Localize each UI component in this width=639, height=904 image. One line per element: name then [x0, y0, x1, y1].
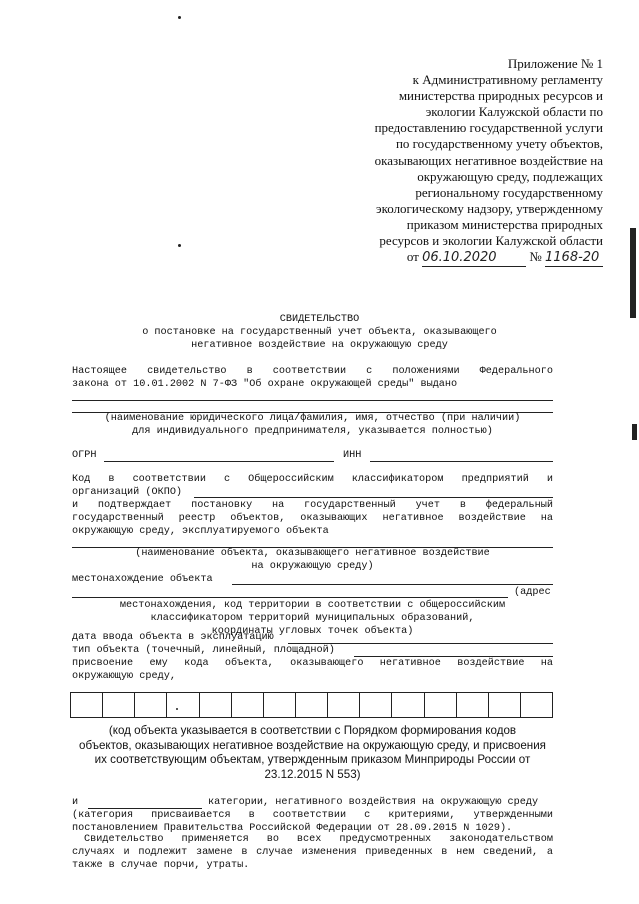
- confirm-text: окружающую среду, эксплуатируемого объекта: [72, 526, 329, 537]
- code-cell[interactable]: [521, 693, 552, 717]
- certificate-subheading: негативное воздействие на окружающую среду: [191, 340, 448, 351]
- assign-text: присвоение ему кода объекта, оказывающего негативное воздействие на: [72, 658, 553, 669]
- intro-text: Настоящее свидетельство в соответствии с положениями Федерального: [72, 366, 553, 377]
- commission-date-label: дата ввода объекта в эксплуатацию: [72, 632, 274, 643]
- certificate-subheading: о постановке на государственный учет объекта, оказывающего: [142, 327, 497, 338]
- code-cell[interactable]: [425, 693, 457, 717]
- code-cell[interactable]: [392, 693, 424, 717]
- appendix-header: [323, 56, 603, 267]
- code-note-line: их соответствующим объектам, утвержденным приказом Минприроды России от: [94, 753, 531, 766]
- validity-text: также в случае порчи, утраты.: [72, 860, 250, 871]
- validity-text: Свидетельство применяется во всех предусмотренных законодательством: [84, 834, 553, 845]
- appendix-line: по государственному учету объектов,: [395, 136, 603, 152]
- appendix-line: оказывающих негативное воздействие на: [374, 152, 603, 168]
- code-cell[interactable]: [103, 693, 135, 717]
- address-hint: местонахождения, код территории в соответствии с общероссийским: [119, 600, 506, 611]
- object-type-label: тип объекта (точечный, линейный, площадной): [72, 645, 335, 656]
- entity-hint: для индивидуального предпринимателя, указывается полностью): [132, 426, 493, 437]
- code-note-line: (код объекта указывается в соответствии с Порядком формирования кодов: [108, 724, 517, 737]
- intro-text: закона от 10.01.2002 N 7-ФЗ "Об охране окружающей среды" выдано: [72, 379, 458, 390]
- validity-text: случаях и подлежит замене в случае изменения приведенных в нем сведений, а: [72, 847, 553, 858]
- code-cell[interactable]: [296, 693, 328, 717]
- code-cell[interactable]: [264, 693, 296, 717]
- scan-speck: [178, 244, 181, 247]
- appendix-line: к Административному регламенту: [412, 72, 603, 88]
- appendix-line: окружающую среду, подлежащих: [417, 168, 603, 184]
- object-hint: (наименование объекта, оказывающего негативное воздействие: [135, 548, 490, 559]
- appendix-line: экологии Калужской области по: [425, 104, 603, 120]
- number-prefix: №: [529, 249, 542, 265]
- certificate-heading: СВИДЕТЕЛЬСТВО: [279, 314, 360, 325]
- ogrn-field: [104, 461, 334, 462]
- appendix-title: Приложение № 1: [507, 56, 603, 71]
- appendix-line: предоставлению государственной услуги: [374, 120, 603, 136]
- confirm-text: государственный реестр объектов, оказывающих негативное воздействие на: [72, 513, 553, 524]
- code-cell[interactable]: [360, 693, 392, 717]
- location-label: местонахождение объекта: [72, 574, 213, 585]
- page-edge-mark: [632, 424, 637, 440]
- object-hint: на окружающую среду): [251, 561, 374, 572]
- category-text: категории, негативного воздействия на окружающую среду: [208, 797, 539, 808]
- page-edge-mark: [630, 228, 636, 318]
- code-note-line: 23.12.2015 N 553): [264, 767, 361, 781]
- code-cell[interactable]: [167, 693, 199, 717]
- code-cell[interactable]: [200, 693, 232, 717]
- address-tail: (адрес: [514, 587, 551, 598]
- category-text: (категория присваивается в соответствии с критериями, утвержденными: [72, 810, 553, 821]
- category-field: [88, 808, 202, 809]
- appendix-line: ресурсов и экологии Калужской области: [379, 233, 603, 249]
- code-note: [72, 724, 553, 782]
- date-prefix: от: [406, 249, 419, 265]
- code-cell[interactable]: [232, 693, 264, 717]
- location-field: [232, 584, 553, 585]
- commission-date-field: [288, 643, 553, 644]
- address-hint: классификатором территорий муниципальных образований,: [150, 613, 475, 624]
- address-hint: координаты угловых точек объекта): [211, 626, 414, 637]
- appendix-line: приказом министерства природных: [406, 216, 603, 232]
- entity-name-line: [72, 400, 553, 401]
- scan-speck: [178, 16, 181, 19]
- ogrn-label: ОГРН: [72, 450, 97, 461]
- inn-label: ИНН: [343, 450, 362, 461]
- okpo-field: [194, 497, 553, 498]
- location-field: [72, 597, 508, 598]
- object-type-field: [354, 656, 553, 657]
- object-code-grid: [70, 692, 553, 718]
- order-number-handwritten: 1168-20: [545, 250, 603, 267]
- assign-text: окружающую среду,: [72, 671, 176, 682]
- appendix-line: региональному государственному: [415, 184, 603, 200]
- appendix-line: министерства природных ресурсов и: [398, 88, 603, 104]
- code-cell[interactable]: [489, 693, 521, 717]
- code-cell[interactable]: [135, 693, 167, 717]
- confirm-text: и подтверждает постановку на государственный учет в федеральный: [72, 500, 553, 511]
- code-cell[interactable]: [457, 693, 489, 717]
- category-text: постановлением Правительства Российской Федерации от 28.09.2015 N 1029).: [72, 823, 513, 834]
- okpo-text: Код в соответствии с Общероссийским классификатором предприятий и: [72, 474, 553, 485]
- entity-hint: (наименование юридического лица/фамилия, имя, отчество (при наличии): [104, 413, 521, 424]
- appendix-line: экологическому надзору, утвержденному: [376, 200, 603, 216]
- code-cell[interactable]: [71, 693, 103, 717]
- order-date-handwritten: 06.10.2020: [422, 250, 526, 267]
- okpo-label: организаций (ОКПО): [72, 487, 183, 498]
- code-note-line: объектов, оказывающих негативное воздействие на окружающую среду, и присвоения: [79, 738, 546, 752]
- inn-field: [370, 461, 553, 462]
- category-and: и: [72, 797, 79, 808]
- appendix-date-row: [323, 249, 603, 267]
- code-cell[interactable]: [328, 693, 360, 717]
